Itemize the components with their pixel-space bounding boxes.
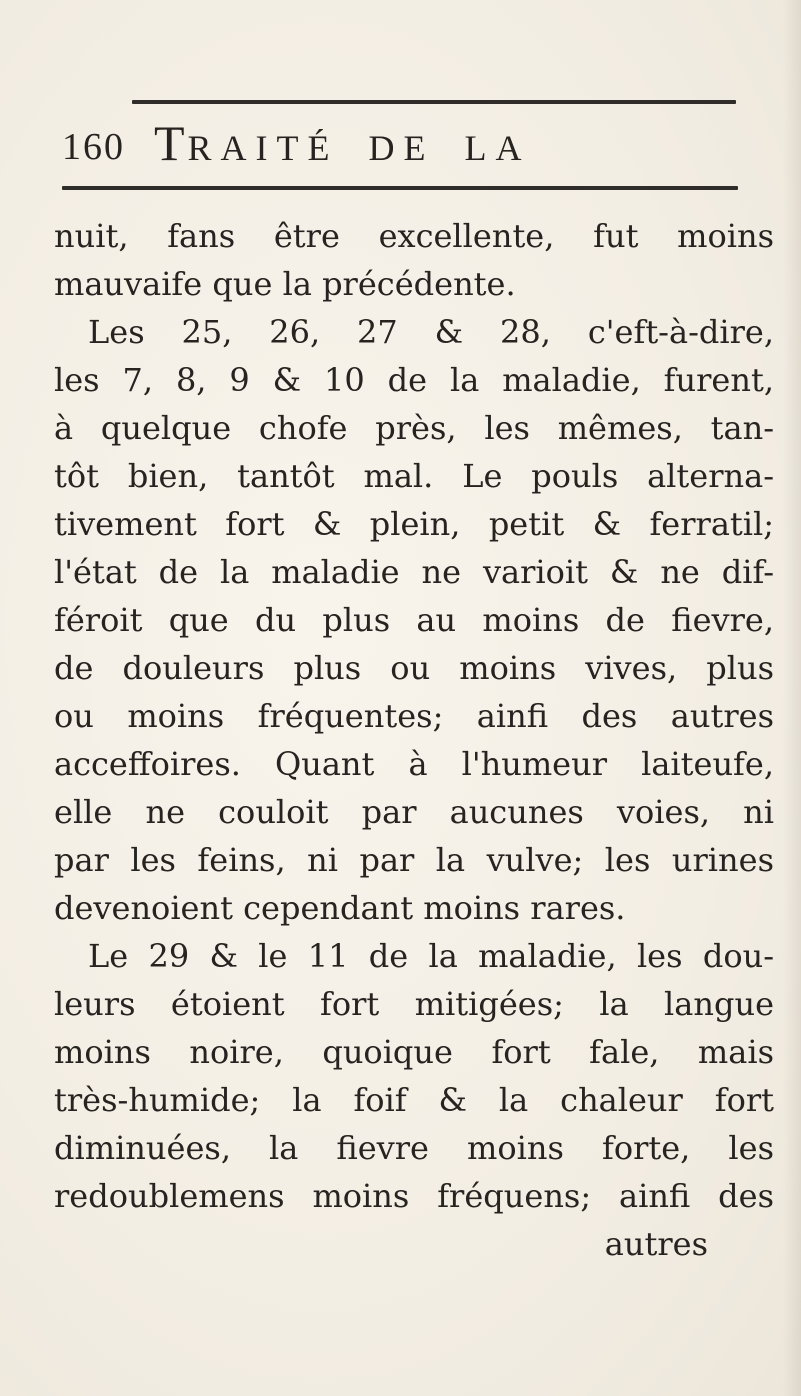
text-line: tivement fort & plein, petit & ferratil; xyxy=(54,505,774,543)
text-line: nuit, fans être excellente, fut moins xyxy=(54,217,774,255)
page-number: 160 xyxy=(62,126,125,168)
text-line: très-humide; la foif & la chaleur fort xyxy=(54,1081,774,1119)
header-rule-top xyxy=(132,100,736,104)
text-line: elle ne couloit par aucunes voies, ni xyxy=(54,793,774,831)
body-text xyxy=(54,212,774,1268)
text-line: leurs étoient fort mitigées; la langue xyxy=(54,985,774,1023)
title-word-1: RAITÉ xyxy=(187,128,339,168)
title-word-3: LA xyxy=(464,128,531,168)
catchword: autres xyxy=(604,1225,708,1263)
text-line: devenoient cependant moins rares. xyxy=(54,889,626,927)
title-initial: T xyxy=(154,115,188,171)
text-line: les 7, 8, 9 & 10 de la maladie, furent, xyxy=(54,361,774,399)
page-edge-shadow xyxy=(783,0,801,1396)
text-line: acceffoires. Quant à l'humeur laiteufe, xyxy=(54,745,774,783)
text-line: tôt bien, tantôt mal. Le pouls alterna- xyxy=(54,457,774,495)
running-head xyxy=(62,115,702,178)
text-line: Les 25, 26, 27 & 28, c'eft-à-dire, xyxy=(88,313,774,351)
text-line: par les feins, ni par la vulve; les urines xyxy=(54,841,774,879)
text-line: Le 29 & le 11 de la maladie, les dou- xyxy=(88,937,774,975)
text-line: ou moins fréquentes; ainfi des autres xyxy=(54,697,774,735)
text-line: féroit que du plus au moins de fievre, xyxy=(54,601,774,639)
title-word-2: DE xyxy=(368,128,435,168)
text-line: moins noire, quoique fort fale, mais xyxy=(54,1033,774,1071)
running-title xyxy=(154,115,531,171)
text-line: diminuées, la fievre moins forte, les xyxy=(54,1129,774,1167)
text-line: mauvaife que la précédente. xyxy=(54,265,516,303)
text-line: redoublemens moins fréquens; ainfi des xyxy=(54,1177,774,1215)
text-line: l'état de la maladie ne varioit & ne dif- xyxy=(54,553,774,591)
header-rule-bottom xyxy=(62,186,738,190)
text-line: de douleurs plus ou moins vives, plus xyxy=(54,649,774,687)
text-line: à quelque chofe près, les mêmes, tan- xyxy=(54,409,774,447)
